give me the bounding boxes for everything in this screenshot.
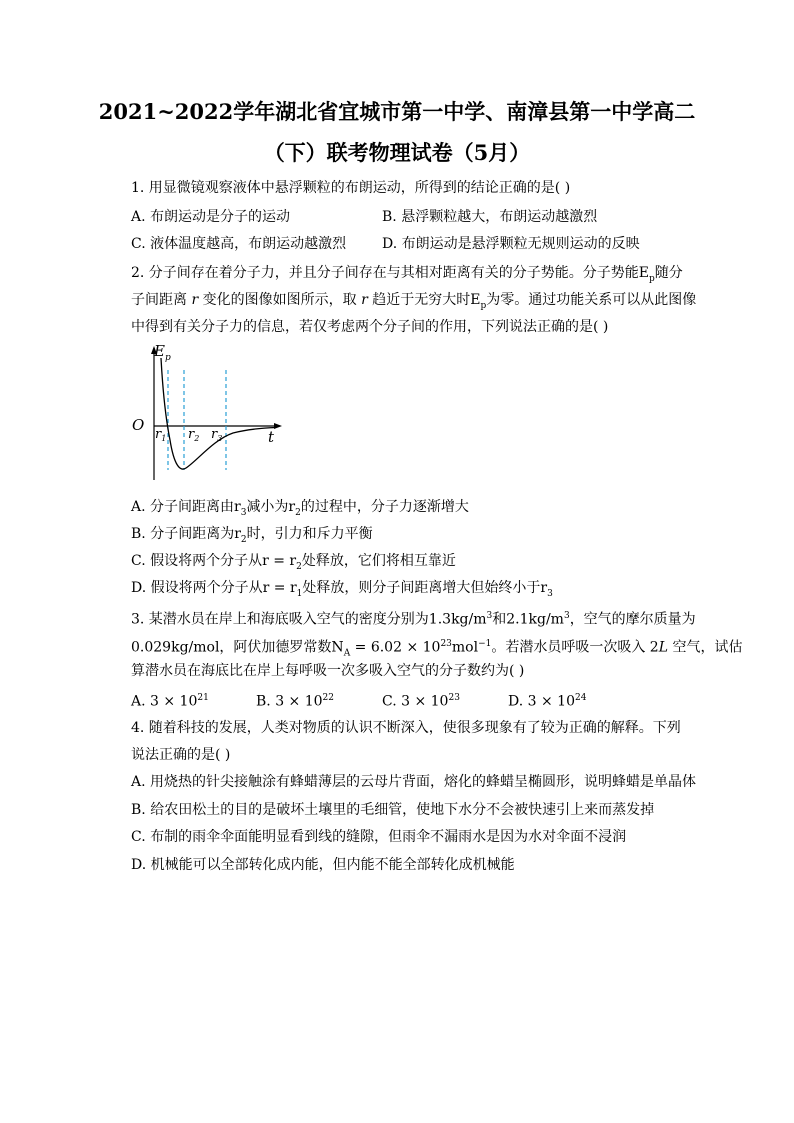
q4-option-a: A. 用烧热的针尖接触涂有蜂蜡薄层的云母片背面，熔化的蜂蜡呈椭圆形，说明蜂蜡是单晶体 bbox=[131, 774, 697, 790]
exam-title-line1: 2021~2022学年湖北省宜城市第一中学、南漳县第一中学高二 bbox=[98, 99, 696, 124]
potential-energy-curve bbox=[161, 358, 276, 469]
q3-option-a: A. $3 \times 10^{21}$ bbox=[131, 693, 209, 710]
q4-stem-line2: 说法正确的是( ) bbox=[131, 747, 231, 763]
q1-option-c: C. 液体温度越高，布朗运动越激烈 bbox=[131, 236, 347, 252]
q1-option-d: D. 布朗运动是悬浮颗粒无规则运动的反映 bbox=[382, 236, 640, 252]
q2-option-c: C. 假设将两个分子从$r = r_2$处释放，它们将相互靠近 bbox=[131, 553, 456, 572]
q2-option-a: A. 分子间距离由$r_3$减小为$r_2$的过程中，分子力逐渐增大 bbox=[131, 499, 469, 518]
origin-label: O bbox=[132, 416, 145, 434]
q1-stem: 1. 用显微镜观察液体中悬浮颗粒的布朗运动，所得到的结论正确的是( ) bbox=[131, 180, 571, 196]
y-axis-label: $E_p$ bbox=[154, 342, 171, 363]
q3-stem-line3: 算潜水员在海底比在岸上每呼吸一次多吸入空气的分子数约为( ) bbox=[131, 663, 525, 679]
q3-option-d: D. $3 \times 10^{24}$ bbox=[508, 693, 587, 710]
r3-label: $r_3$ bbox=[211, 427, 223, 443]
q2-stem-line2: 子间距离 r 变化的图像如图所示，取 r 趋近于无穷大时$E_p$为零。通过功能关系可以从此图像 bbox=[131, 292, 697, 311]
q1-option-a: A. 布朗运动是分子的运动 bbox=[131, 209, 291, 225]
q3-option-c: C. $3 \times 10^{23}$ bbox=[382, 693, 460, 710]
r2-label: $r_2$ bbox=[188, 427, 200, 443]
q2-option-b: B. 分子间距离为$r_2$时，引力和斥力平衡 bbox=[131, 526, 373, 545]
q3-stem-line1: 3. 某潜水员在岸上和海底吸入空气的密度分别为$1.3kg/m^3$和$2.1kg/m^3$，空气的摩尔质量为 bbox=[131, 611, 696, 628]
q1-option-b: B. 悬浮颗粒越大，布朗运动越激烈 bbox=[382, 209, 598, 225]
x-axis-label: t bbox=[268, 428, 275, 446]
q4-option-b: B. 给农田松土的目的是破坏土壤里的毛细管，使地下水分不会被快速引上来而蒸发掉 bbox=[131, 802, 655, 818]
potential-energy-graph bbox=[128, 340, 288, 490]
exam-title-line2: （下）联考物理试卷（5月） bbox=[263, 140, 531, 165]
q3-stem-line2: 0.029kg/mol，阿伏加德罗常数$N_A = 6.02 \times 10^{23}mol^{-1}$。若潜水员呼吸一次吸入 2L 空气，试估 bbox=[131, 639, 743, 659]
q4-option-c: C. 布制的雨伞伞面能明显看到线的缝隙，但雨伞不漏雨水是因为水对伞面不浸润 bbox=[131, 829, 627, 845]
q3-option-b: B. $3 \times 10^{22}$ bbox=[256, 693, 334, 710]
q4-stem-line1: 4. 随着科技的发展，人类对物质的认识不断深入，使很多现象有了较为正确的解释。下列 bbox=[131, 720, 681, 736]
r1-label: $r_1$ bbox=[155, 427, 167, 443]
q2-option-d: D. 假设将两个分子从$r = r_1$处释放，则分子间距离增大但始终小于$r_3$ bbox=[131, 580, 553, 599]
q4-option-d: D. 机械能可以全部转化成内能，但内能不能全部转化成机械能 bbox=[131, 857, 515, 873]
q2-stem-line3: 中得到有关分子力的信息，若仅考虑两个分子间的作用，下列说法正确的是( ) bbox=[131, 319, 609, 335]
q2-stem-line1: 2. 分子间存在着分子力，并且分子间存在与其相对距离有关的分子势能。分子势能$E_p$随分 bbox=[131, 265, 683, 284]
